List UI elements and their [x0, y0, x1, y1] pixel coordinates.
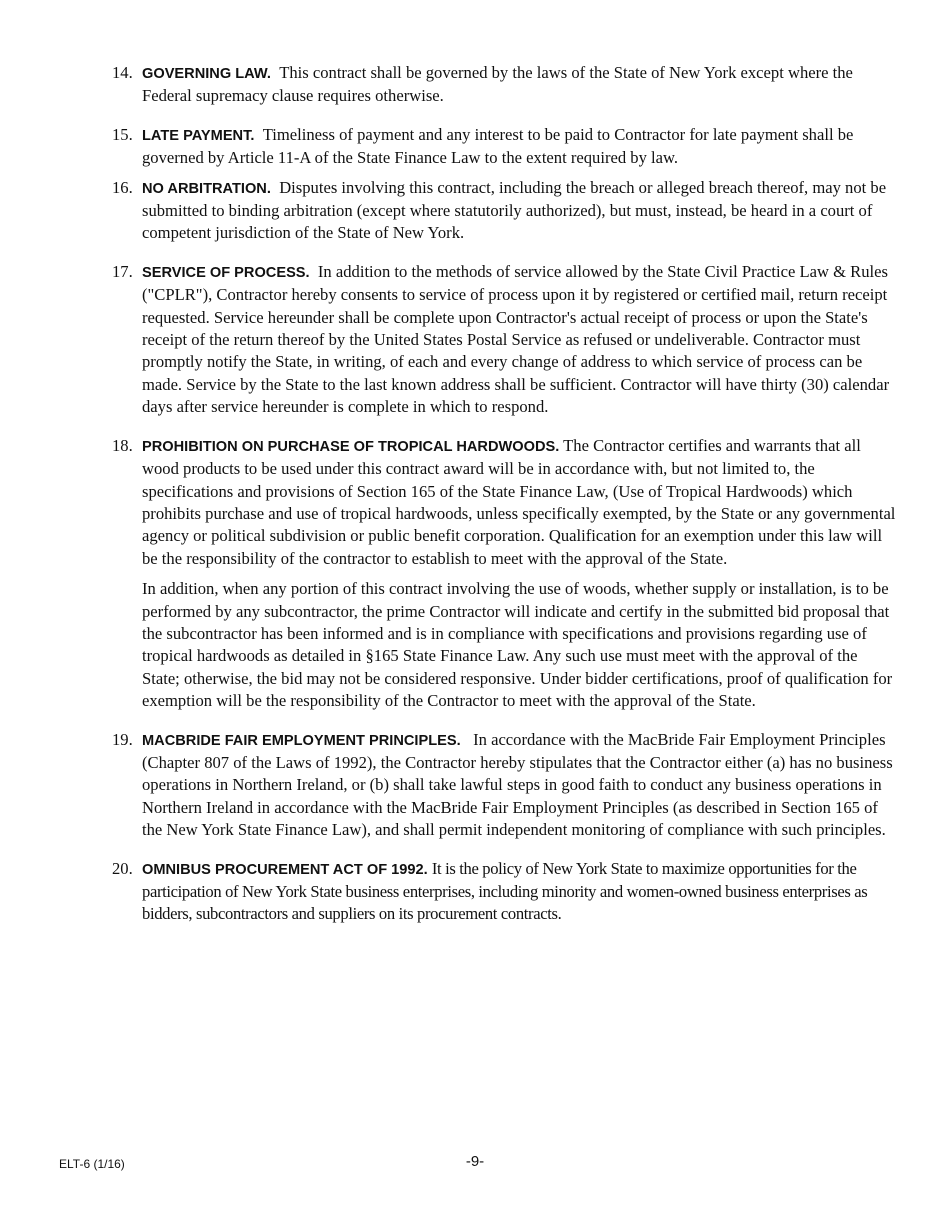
clause-tropical-hardwoods: [112, 435, 898, 713]
clause-text: It is the policy of New York State to maximize opportunities for the participation of New York State business enterprises, including minority and women-owned business enterprises as bidders, subcontractors and suppliers on its procurement contracts.: [142, 858, 868, 924]
clause-heading: SERVICE OF PROCESS.: [142, 264, 310, 281]
clause-heading: NO ARBITRATION.: [142, 180, 271, 197]
clause-number: 20.: [112, 858, 133, 878]
clause-number: 17.: [112, 261, 133, 281]
clause-omnibus-procurement: [112, 858, 898, 926]
clause-paragraph: [142, 177, 898, 245]
clause-number: 14.: [112, 63, 133, 82]
clause-list: [112, 62, 898, 926]
clause-heading: PROHIBITION ON PURCHASE OF TROPICAL HARDWOODS.: [142, 438, 560, 455]
clause-paragraph: [142, 729, 898, 842]
page-number: -9-: [465, 1153, 485, 1170]
clause-heading: GOVERNING LAW.: [142, 66, 271, 82]
clause-macbride-principles: [112, 729, 898, 842]
clause-paragraph-continued: In addition, when any portion of this contract involving the use of woods, whether supply or installation, is to be performed by any subcontractor, the prime Contractor will indicate and certify in the submitted bid proposal that the subcontractor has been informed and is in compliance with specifications and provisions regarding use of tropical hardwoods as detailed in §165 State Finance Law. Any such use must meet with the approval of the State; otherwise, the bid may not be considered responsive. Under bidder certifications, proof of qualification for exemption will be the responsibility of the Contractor to meet with the approval of the State.: [142, 579, 893, 711]
clause-paragraph: [142, 261, 898, 419]
clause-text: Disputes involving this contract, including the breach or alleged breach thereof, may not be submitted to binding arbitration (except where statutorily authorized), but must, instead, be heard in a court of competent jurisdiction of the State of New York.: [142, 177, 887, 243]
clause-number: 19.: [112, 729, 133, 749]
clause-no-arbitration: [112, 177, 898, 245]
clause-number: 16.: [112, 177, 133, 197]
clause-paragraph: [142, 62, 898, 108]
clause-governing-law: [112, 62, 898, 108]
clause-late-payment: [112, 124, 898, 170]
clause-paragraph: [142, 858, 898, 926]
clause-heading: OMNIBUS PROCUREMENT ACT OF 1992.: [142, 861, 428, 878]
clause-heading: MACBRIDE FAIR EMPLOYMENT PRINCIPLES.: [142, 732, 461, 749]
clause-paragraph: [142, 124, 898, 170]
clause-service-of-process: [112, 261, 898, 419]
clause-text: The Contractor certifies and warrants that all wood products to be used under this contract award will be in accordance with, but not limited to, the specifications and provisions of Section 165 of the State Finance Law, (Use of Tropical Hardwoods) which prohibits purchase and use of tropical hardwoods, unless specifically exempted, by the State or any governmental agency or political subdivision or public benefit corporation. Qualification for an exemption under this law will be the responsibility of the contractor to establish to meet with the approval of the State.: [142, 435, 896, 568]
clause-text: In addition to the methods of service allowed by the State Civil Practice Law & Rules ("CPLR"), Contractor hereby consents to service of process upon it by registered or certified mail, return receipt requested. Service hereunder shall be complete upon Contractor's actual receipt of process or upon the State's receipt of the return thereof by the United States Postal Service as refused or undeliverable. Contractor must promptly notify the State, in writing, of each and every change of address to which service of process can be made. Service by the State to the last known address shall be sufficient. Contractor will have thirty (30) calendar days after service hereunder is complete in which to respond.: [142, 261, 890, 417]
clause-number: 18.: [112, 435, 133, 455]
form-id: ELT-6 (1/16): [59, 1157, 125, 1171]
clause-text: This contract shall be governed by the laws of the State of New York except where the Federal supremacy clause requires otherwise.: [142, 63, 853, 106]
clause-text: In accordance with the MacBride Fair Employment Principles (Chapter 807 of the Laws of 1992), the Contractor hereby stipulates that the Contractor either (a) has no business operations in Northern Ireland, or (b) shall take lawful steps in good faith to conduct any business operations in Northern Ireland in accordance with the MacBride Fair Employment Principles (as described in Section 165 of the New York State Finance Law), and shall permit independent monitoring of compliance with such principles.: [142, 729, 893, 840]
clause-text: Timeliness of payment and any interest to be paid to Contractor for late payment shall be governed by Article 11-A of the State Finance Law to the extent required by law.: [142, 124, 854, 168]
clause-heading: LATE PAYMENT.: [142, 127, 255, 144]
clause-number: 15.: [112, 124, 133, 144]
clause-paragraph: [142, 435, 898, 570]
